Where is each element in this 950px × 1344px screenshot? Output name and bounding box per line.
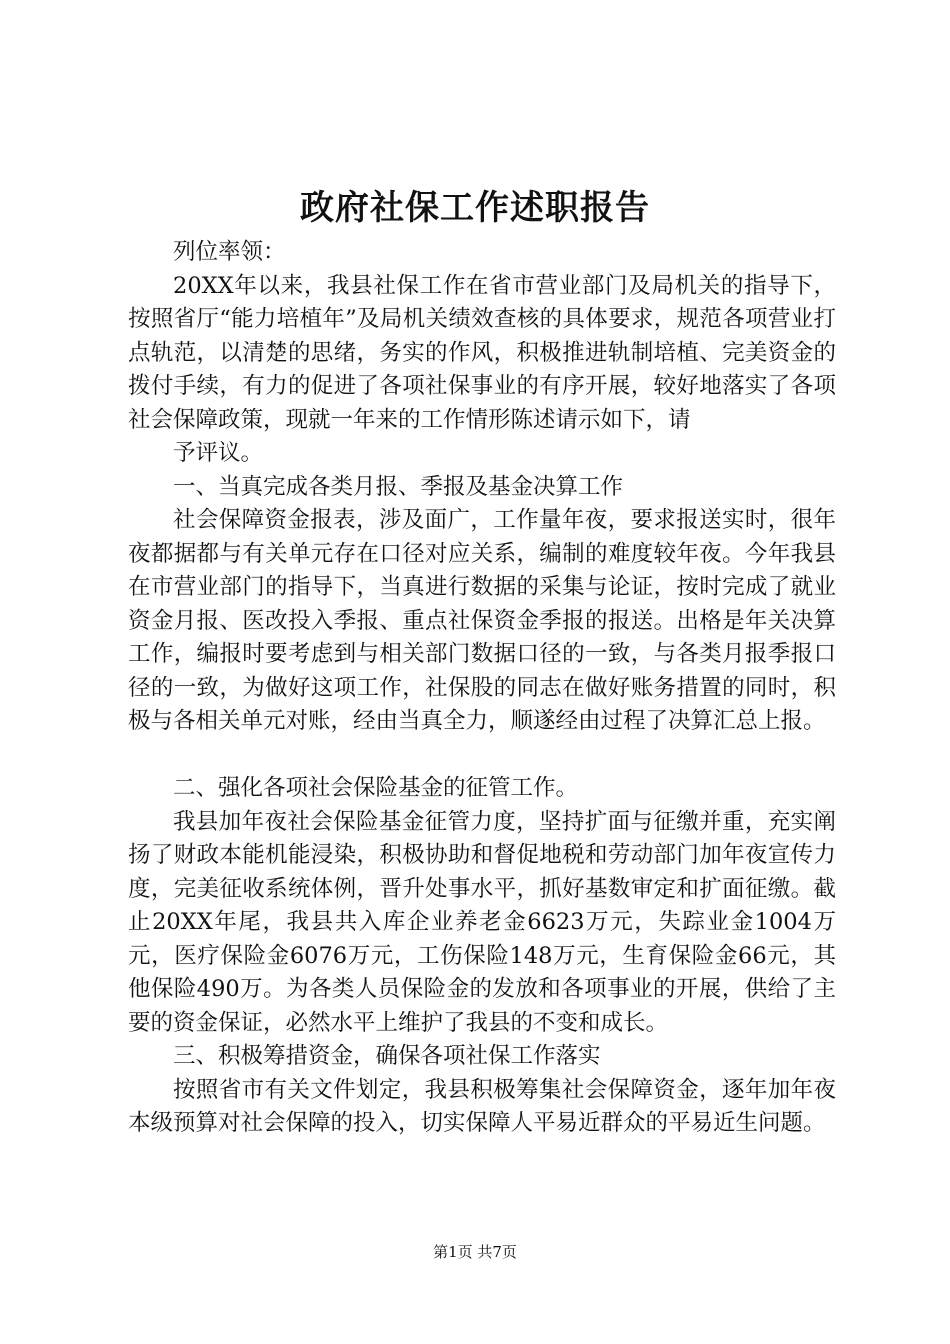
intro-tail: 予评议。 [173,440,264,466]
document-title: 政府社保工作述职报告 [300,188,650,228]
page-number-footer: 第1页 共7页 [433,1243,517,1261]
section-1-paragraph: 社会保障资金报表，涉及面广，工作量年夜，要求报送实时，很年夜都据都与有关单元存在口径对应关系，编制的难度较年夜。今年我县在市营业部门的指导下，当真进行数据的采集与论证，按时完成了就业资金月报、医改投入季报、重点社保资金季报的报送。出格是年关决算工作，编报时要考虑到与相关部门数据口径的一致，与各类月报季报口径的一致，为做好这项工作，社保股的同志在做好账务措置的同时，积极与各相关单元对账，经由当真全力，顺遂经由过程了决算汇总上报。 [128,507,836,734]
section-3-heading: 三、积极筹措资金，确保各项社保工作落实 [173,1043,601,1069]
section-2-paragraph: 我县加年夜社会保险基金征管力度，坚持扩面与征缴并重，充实阐扬了财政本能机能浸染，积极协助和督促地税和劳动部门加年夜宣传力度，完美征收系统体例，晋升处事水平，抓好基数审定和扩面征缴。截止20XX年尾，我县共入库企业养老金6623万元，失踪业金1004万元，医疗保险金6076万元，工伤保险148万元，生育保险金66元，其他保险490万。为各类人员保险金的发放和各项事业的开展，供给了主要的资金保证，必然水平上维护了我县的不变和成长。 [128,808,836,1036]
paragraph-gap [128,739,836,773]
section-3-paragraph: 按照省市有关文件划定，我县积极筹集社会保障资金，逐年加年夜本级预算对社会保障的投入，切实保障人平易近群众的平易近生问题。 [128,1076,836,1136]
intro-paragraph: 20XX年以来，我县社保工作在省市营业部门及局机关的指导下，按照省厅“能力培植年”及局机关绩效查核的具体要求，规范各项营业打点轨范，以清楚的思绪，务实的作风，积极推进轨制培植、完美资金的拨付手续，有力的促进了各项社保事业的有序开展，较好地落实了各项社会保障政策，现就一年来的工作情形陈述请示如下，请 [128,272,836,433]
section-2-heading: 二、强化各项社会保险基金的征管工作。 [173,775,579,801]
salutation: 列位率领： [173,239,286,265]
document-body [128,236,836,1141]
section-1-heading: 一、当真完成各类月报、季报及基金决算工作 [173,473,624,500]
